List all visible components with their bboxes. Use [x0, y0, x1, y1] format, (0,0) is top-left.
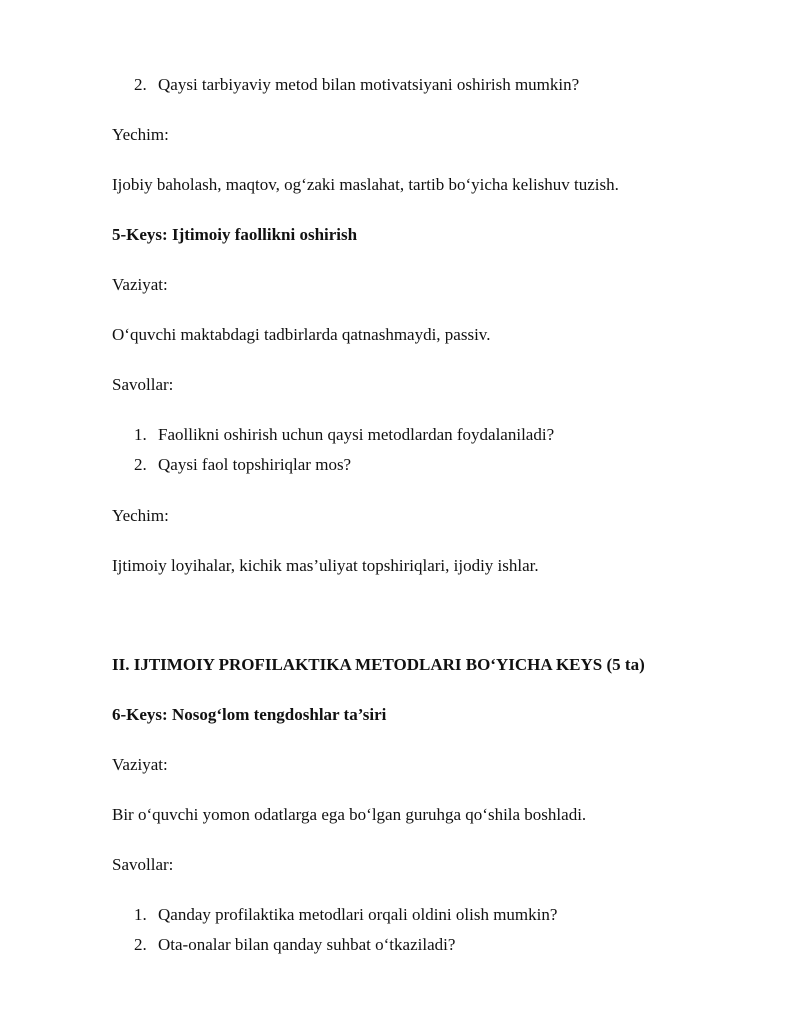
- case-5-heading: 5-Keys: Ijtimoiy faollikni oshirish: [112, 225, 358, 244]
- list-text: Qanday profilaktika metodlari orqali oldini olish mumkin?: [158, 905, 558, 924]
- list-number: 1.: [134, 425, 147, 444]
- list-number: 1.: [134, 905, 147, 924]
- solution-text: Ijtimoiy loyihalar, kichik mas’uliyat topshiriqlari, ijodiy ishlar.: [112, 556, 539, 575]
- list-text: Ota-onalar bilan qanday suhbat o‘tkaziladi?: [158, 935, 456, 954]
- list-item: [134, 75, 579, 95]
- solution-label: Yechim:: [112, 506, 169, 525]
- list-item: [134, 905, 557, 925]
- solution-text: Ijobiy baholash, maqtov, og‘zaki maslahat, tartib bo‘yicha kelishuv tuzish.: [112, 175, 619, 194]
- list-item: [134, 935, 455, 955]
- list-text: Qaysi tarbiyaviy metod bilan motivatsiyani oshirish mumkin?: [158, 75, 580, 94]
- situation-text: Bir o‘quvchi yomon odatlarga ega bo‘lgan guruhga qo‘shila boshladi.: [112, 805, 587, 824]
- list-text: Faollikni oshirish uchun qaysi metodlardan foydalaniladi?: [158, 425, 555, 444]
- questions-label: Savollar:: [112, 855, 174, 874]
- situation-label: Vaziyat:: [112, 275, 168, 294]
- list-item: [134, 425, 554, 445]
- situation-text: O‘quvchi maktabdagi tadbirlarda qatnashmaydi, passiv.: [112, 325, 491, 344]
- case-6-heading: 6-Keys: Nosog‘lom tengdoshlar ta’siri: [112, 705, 387, 724]
- list-number: 2.: [134, 455, 147, 474]
- questions-label: Savollar:: [112, 375, 174, 394]
- list-text: Qaysi faol topshiriqlar mos?: [158, 455, 352, 474]
- list-number: 2.: [134, 75, 147, 94]
- section-heading: II. IJTIMOIY PROFILAKTIKA METODLARI BO‘YICHA KEYS (5 ta): [112, 655, 645, 674]
- situation-label: Vaziyat:: [112, 755, 168, 774]
- list-item: [134, 455, 351, 475]
- solution-label: Yechim:: [112, 125, 169, 144]
- list-number: 2.: [134, 935, 147, 954]
